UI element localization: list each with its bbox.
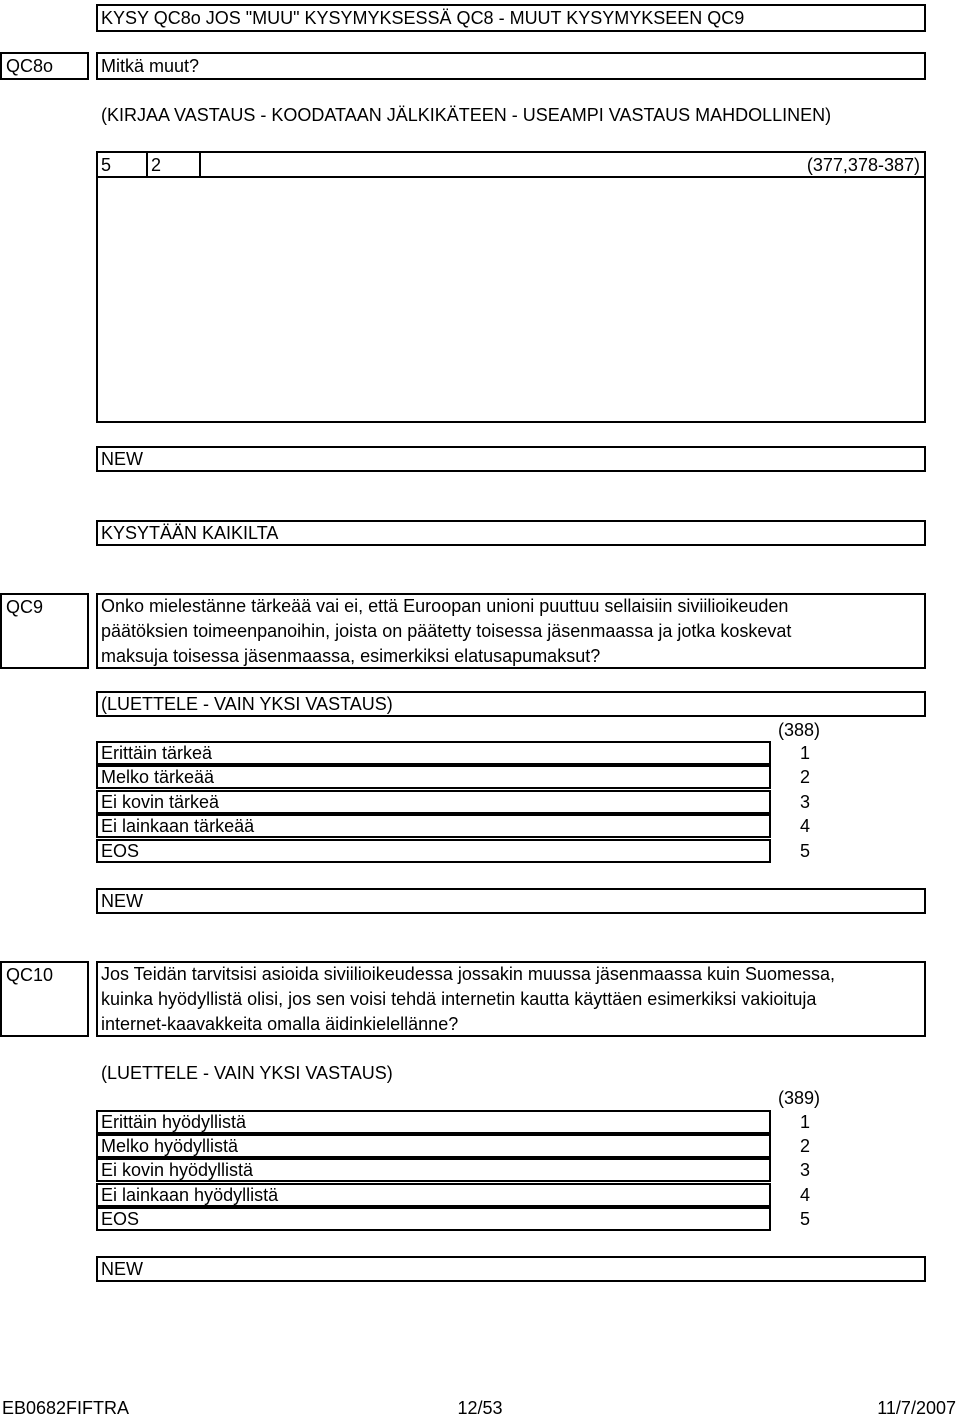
qc9-option-code-4: 4 bbox=[799, 816, 810, 836]
qc9-new-label: NEW bbox=[101, 891, 143, 911]
qc10-option-label-1: Erittäin hyödyllistä bbox=[101, 1112, 247, 1132]
qc10-option-label-3: Ei kovin hyödyllistä bbox=[101, 1160, 254, 1180]
footer-page-number: 12/53 bbox=[457, 1398, 503, 1418]
qc9-option-label-4: Ei lainkaan tärkeää bbox=[101, 816, 255, 836]
routing-header-text: KYSY QC8o JOS "MUU" KYSYMYKSESSÄ QC8 - MUUT KYSYMYKSEEN QC9 bbox=[101, 8, 745, 28]
qc9-column: (388) bbox=[777, 720, 820, 740]
qc8o-question: Mitkä muut? bbox=[101, 56, 200, 76]
qc9-option-label-3: Ei kovin tärkeä bbox=[101, 792, 220, 812]
qc9-question-line-3: maksuja toisessa jäsenmaassa, esimerkiksi elatusapumaksut? bbox=[101, 646, 601, 666]
qc9-option-label-1: Erittäin tärkeä bbox=[101, 743, 213, 763]
qc10-option-label-2: Melko hyödyllistä bbox=[101, 1136, 239, 1156]
qc9-new-box bbox=[96, 888, 926, 914]
qc10-new-box bbox=[96, 1256, 926, 1282]
qc9-option-code-3: 3 bbox=[799, 792, 810, 812]
qc10-option-code-5: 5 bbox=[799, 1209, 810, 1229]
qc9-option-label-2: Melko tärkeää bbox=[101, 767, 215, 787]
qc8o-field-row-divider bbox=[96, 176, 926, 178]
qc8o-code: QC8o bbox=[6, 56, 54, 76]
qc8o-instruction: (KIRJAA VASTAUS - KOODATAAN JÄLKIKÄTEEN - USEAMPI VASTAUS MAHDOLLINEN) bbox=[101, 105, 832, 125]
qc10-option-label-5: EOS bbox=[101, 1209, 140, 1229]
qc9-option-label-5: EOS bbox=[101, 841, 140, 861]
qc10-option-code-4: 4 bbox=[799, 1185, 810, 1205]
qc10-question-line-2: kuinka hyödyllistä olisi, jos sen voisi tehdä internetin kautta käyttäen esimerkiksi vakioituja bbox=[101, 989, 817, 1009]
qc10-option-label-4: Ei lainkaan hyödyllistä bbox=[101, 1185, 279, 1205]
qc8o-columns: (377,378-387) bbox=[806, 155, 920, 175]
qc8o-field-a: 5 bbox=[101, 155, 112, 175]
qc10-option-row-5[interactable] bbox=[96, 1207, 771, 1231]
qc10-option-code-3: 3 bbox=[799, 1160, 810, 1180]
qc9-instruction: (LUETTELE - VAIN YKSI VASTAUS) bbox=[101, 694, 393, 714]
qc8o-answer-box[interactable] bbox=[96, 151, 926, 423]
qc9-option-code-2: 2 bbox=[799, 767, 810, 787]
qc10-new-label: NEW bbox=[101, 1259, 143, 1279]
footer-doc-id: EB0682FIFTRA bbox=[2, 1398, 130, 1418]
qc8o-field-divider-1 bbox=[146, 151, 148, 178]
asked-all-label: KYSYTÄÄN KAIKILTA bbox=[101, 523, 279, 543]
qc8o-question-box bbox=[96, 52, 926, 80]
qc8o-field-divider-2 bbox=[199, 151, 201, 178]
qc10-code: QC10 bbox=[6, 965, 54, 985]
qc8o-field-b: 2 bbox=[151, 155, 162, 175]
qc10-question-line-1: Jos Teidän tarvitsisi asioida siviilioikeudessa jossakin muussa jäsenmaassa kuin Suomessa, bbox=[101, 964, 836, 984]
qc9-question-line-1: Onko mielestänne tärkeää vai ei, että Euroopan unioni puuttuu sellaisiin siviilioikeuden bbox=[101, 596, 789, 616]
qc10-option-code-1: 1 bbox=[799, 1112, 810, 1132]
qc9-option-code-1: 1 bbox=[799, 743, 810, 763]
qc9-option-code-5: 5 bbox=[799, 841, 810, 861]
qc10-question-line-3: internet-kaavakkeita omalla äidinkielellänne? bbox=[101, 1014, 459, 1034]
qc9-code: QC9 bbox=[6, 597, 44, 617]
qc10-instruction: (LUETTELE - VAIN YKSI VASTAUS) bbox=[101, 1063, 393, 1083]
footer-date: 11/7/2007 bbox=[877, 1398, 956, 1418]
qc8o-new-label: NEW bbox=[101, 449, 143, 469]
qc10-column: (389) bbox=[777, 1088, 820, 1108]
qc9-option-row-5[interactable] bbox=[96, 839, 771, 863]
qc9-question-line-2: päätöksien toimeenpanoihin, joista on päätetty toisessa jäsenmaassa ja jotka koskevat bbox=[101, 621, 792, 641]
qc8o-new-box bbox=[96, 446, 926, 472]
qc10-option-code-2: 2 bbox=[799, 1136, 810, 1156]
